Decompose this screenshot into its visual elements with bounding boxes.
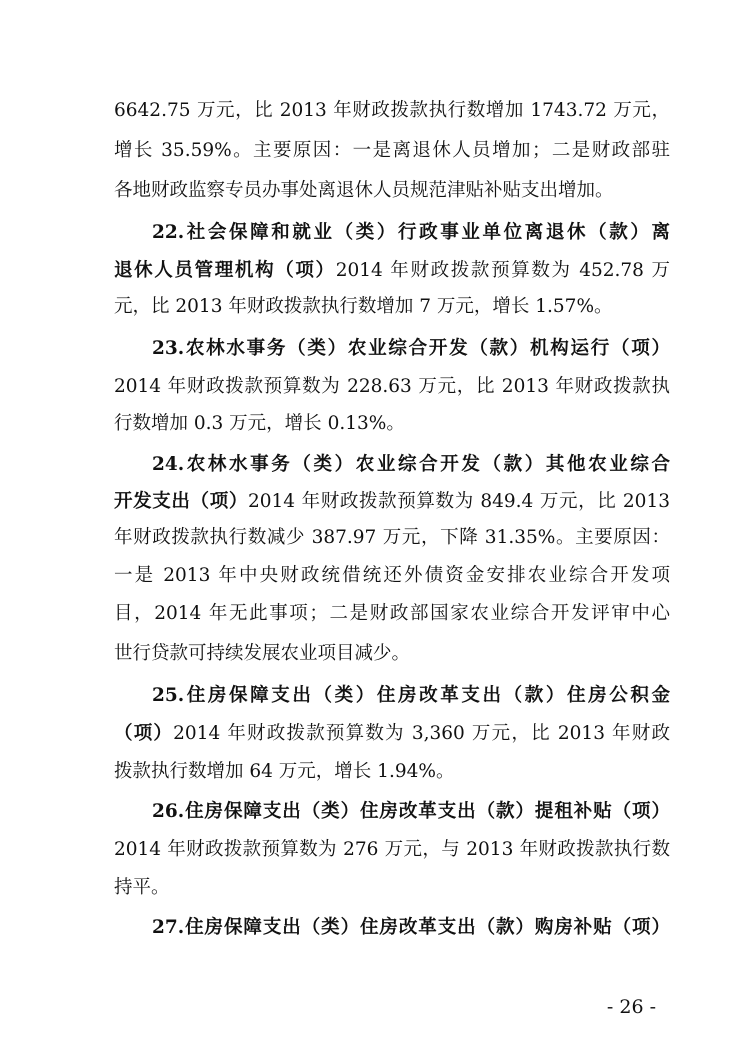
line-text: 行数增加 0.3 万元，增长 0.13%。 — [114, 413, 405, 434]
line-bold-text: 22.社会保障和就业（类）行政事业单位离退休（款）离 — [152, 222, 670, 243]
line-text: 2014 年财政拨款预算数为 849.4 万元，比 2013 — [247, 491, 670, 512]
text-line — [114, 482, 670, 522]
line-text: 持平。 — [114, 877, 170, 898]
line-text: 一是 2013 年中央财政统借统还外债资金安排农业综合开发项 — [114, 565, 670, 586]
text-line — [114, 171, 670, 211]
text-line — [114, 830, 670, 870]
line-bold-text: 23.农林水事务（类）农业综合开发（款）机构运行（项） — [152, 338, 670, 359]
line-text: 增长 35.59%。主要原因：一是离退休人员增加；二是财政部驻 — [114, 140, 670, 161]
line-bold-text: 开发支出（项） — [114, 491, 248, 512]
line-bold-text: 24.农林水事务（类）农业综合开发（款）其他农业综合 — [152, 454, 670, 475]
line-text: 2014 年财政拨款预算数为 3,360 万元，比 2013 年财政 — [173, 723, 670, 744]
text-line — [114, 404, 670, 444]
line-text: 目，2014 年无此事项；二是财政部国家农业综合开发评审中心 — [114, 603, 670, 624]
section-heading-23 — [152, 329, 670, 369]
text-line — [114, 868, 670, 908]
text-line — [114, 714, 670, 754]
text-line — [114, 556, 670, 596]
section-heading-24 — [152, 445, 670, 485]
line-text: 各地财政监察专员办事处离退休人员规范津贴补贴支出增加。 — [114, 180, 614, 201]
text-line — [114, 251, 670, 291]
line-bold-text: 退休人员管理机构（项） — [114, 260, 336, 281]
text-line — [114, 634, 670, 674]
text-line — [114, 594, 670, 634]
line-text: 元，比 2013 年财政拨款执行数增加 7 万元，增长 1.57%。 — [114, 296, 613, 317]
text-line — [114, 518, 670, 558]
text-line — [114, 287, 670, 327]
text-line — [114, 131, 670, 171]
line-bold-text: （项） — [114, 723, 174, 744]
text-line — [114, 367, 670, 407]
line-text: 年财政拨款执行数减少 387.97 万元，下降 31.35%。主要原因： — [114, 527, 670, 548]
line-text: 世行贷款可持续发展农业项目减少。 — [114, 643, 411, 664]
text-line — [114, 752, 670, 792]
line-bold-text: 25.住房保障支出（类）住房改革支出（款）住房公积金 — [152, 685, 670, 706]
section-heading-27 — [152, 908, 670, 948]
section-heading-26 — [152, 792, 670, 832]
line-text: 2014 年财政拨款预算数为 452.78 万 — [335, 260, 670, 281]
text-line — [114, 91, 670, 131]
section-heading-22 — [152, 213, 670, 253]
line-text: 拨款执行数增加 64 万元，增长 1.94%。 — [114, 761, 455, 782]
line-bold-text: 26.住房保障支出（类）住房改革支出（款）提租补贴（项） — [152, 801, 670, 822]
line-text: 2014 年财政拨款预算数为 228.63 万元，比 2013 年财政拨款执 — [114, 376, 670, 397]
page-number: - 26 - — [606, 996, 656, 1018]
line-bold-text: 27.住房保障支出（类）住房改革支出（款）购房补贴（项） — [152, 917, 670, 938]
line-text: 2014 年财政拨款预算数为 276 万元，与 2013 年财政拨款执行数 — [114, 839, 670, 860]
section-heading-25 — [152, 676, 670, 716]
line-text: 6642.75 万元，比 2013 年财政拨款执行数增加 1743.72 万元， — [114, 100, 670, 121]
